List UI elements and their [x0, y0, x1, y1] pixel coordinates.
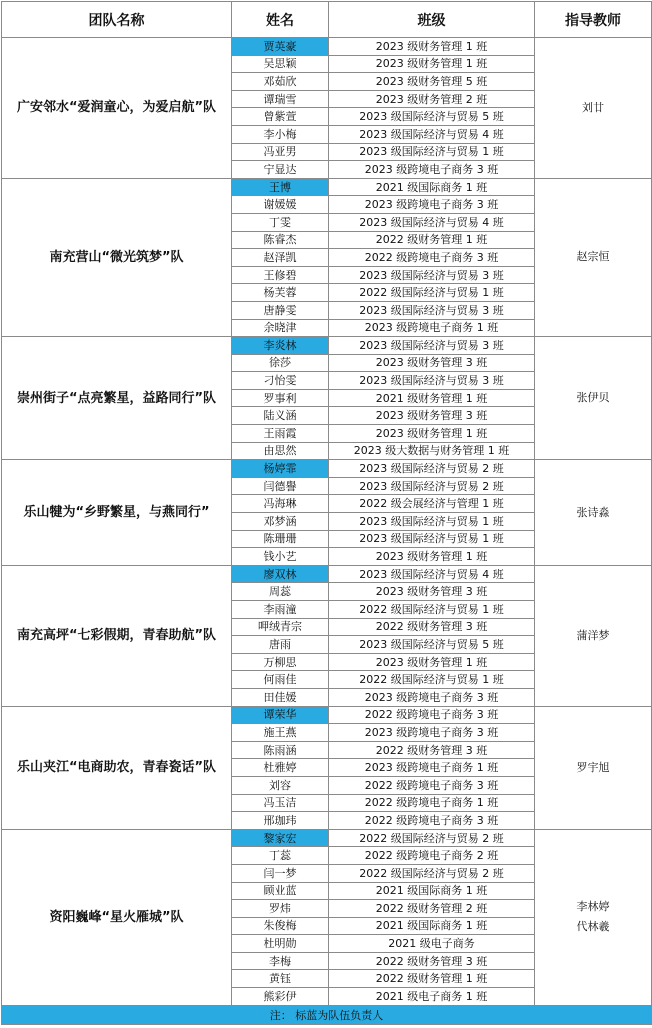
member-name: 田佳媛	[232, 688, 329, 706]
team-name: 南充营山“微光筑梦”队	[2, 178, 232, 336]
member-class: 2022 级跨境电子商务 3 班	[329, 249, 535, 267]
member-name: 谭瑞雪	[232, 90, 329, 108]
member-class: 2023 级国际经济与贸易 2 班	[329, 477, 535, 495]
advisor-cell	[535, 178, 652, 336]
member-name: 王雨霞	[232, 425, 329, 443]
advisor-name: 刘廿	[582, 100, 604, 114]
member-name: 万柳思	[232, 653, 329, 671]
team-leader-name: 贾英豪	[232, 38, 329, 56]
member-class: 2021 级电子商务 1 班	[329, 988, 535, 1006]
member-name: 闫一梦	[232, 864, 329, 882]
member-class: 2023 级大数据与财务管理 1 班	[329, 442, 535, 460]
member-class: 2023 级财务管理 3 班	[329, 583, 535, 601]
member-class: 2023 级财务管理 3 班	[329, 354, 535, 372]
team-name: 广安邻水“爱润童心，为爱启航”队	[2, 38, 232, 179]
member-name: 徐莎	[232, 354, 329, 372]
member-class: 2023 级财务管理 1 班	[329, 653, 535, 671]
member-class: 2023 级国际经济与贸易 4 班	[329, 213, 535, 231]
member-class: 2021 级财务管理 1 班	[329, 389, 535, 407]
member-name: 唐雨	[232, 636, 329, 654]
team-name: 乐山夹江“电商助农，青春瓷话”队	[2, 706, 232, 829]
member-class: 2022 级财务管理 1 班	[329, 970, 535, 988]
member-name: 冯海琳	[232, 495, 329, 513]
advisor-cell	[535, 337, 652, 460]
member-name: 熊彩伊	[232, 988, 329, 1006]
member-name: 李小梅	[232, 125, 329, 143]
member-name: 唐静雯	[232, 301, 329, 319]
member-class: 2023 级跨境电子商务 3 班	[329, 161, 535, 179]
member-class: 2022 级跨境电子商务 2 班	[329, 847, 535, 865]
member-name: 李雨潼	[232, 601, 329, 619]
member-class: 2023 级财务管理 1 班	[329, 55, 535, 73]
table-row	[2, 337, 652, 355]
member-name: 钱小艺	[232, 548, 329, 566]
member-class: 2022 级跨境电子商务 3 班	[329, 706, 535, 724]
note-row	[2, 1005, 652, 1024]
team-leader-name: 黎家宏	[232, 829, 329, 847]
member-name: 何雨佳	[232, 671, 329, 689]
member-class: 2022 级国际经济与贸易 2 班	[329, 829, 535, 847]
table-row	[2, 565, 652, 583]
member-name: 周蕊	[232, 583, 329, 601]
member-class: 2023 级国际经济与贸易 3 班	[329, 337, 535, 355]
member-class: 2021 级国际商务 1 班	[329, 882, 535, 900]
member-class: 2023 级国际经济与贸易 3 班	[329, 301, 535, 319]
member-name: 杨芙蓉	[232, 284, 329, 302]
member-class: 2023 级国际经济与贸易 5 班	[329, 636, 535, 654]
team-leader-name: 杨婷霏	[232, 460, 329, 478]
advisor-name: 蒲洋梦	[576, 628, 610, 642]
legend-note: 注： 标蓝为队伍负责人	[2, 1005, 652, 1024]
team-name: 资阳巍峰“星火雁城”队	[2, 829, 232, 1005]
member-name: 刁怡雯	[232, 372, 329, 390]
member-class: 2023 级国际经济与贸易 1 班	[329, 530, 535, 548]
table-row	[2, 829, 652, 847]
member-name: 余晓津	[232, 319, 329, 337]
team-leader-name: 廖双林	[232, 565, 329, 583]
member-class: 2023 级跨境电子商务 3 班	[329, 688, 535, 706]
team-name: 乐山犍为“乡野繁星，与燕同行”	[2, 460, 232, 566]
member-name: 冯玉洁	[232, 794, 329, 812]
member-class: 2023 级国际经济与贸易 1 班	[329, 513, 535, 531]
member-class: 2023 级国际经济与贸易 1 班	[329, 143, 535, 161]
member-class: 2022 级国际经济与贸易 1 班	[329, 601, 535, 619]
table-row	[2, 178, 652, 196]
member-class: 2021 级国际商务 1 班	[329, 917, 535, 935]
member-class: 2023 级国际经济与贸易 2 班	[329, 460, 535, 478]
member-class: 2022 级跨境电子商务 1 班	[329, 794, 535, 812]
member-class: 2022 级财务管理 3 班	[329, 952, 535, 970]
member-name: 罗事利	[232, 389, 329, 407]
member-class: 2023 级财务管理 1 班	[329, 548, 535, 566]
team-roster-table	[1, 1, 652, 1025]
member-class: 2022 级财务管理 1 班	[329, 231, 535, 249]
member-name: 吴思颖	[232, 55, 329, 73]
roster-body	[2, 38, 652, 1006]
advisor-name: 张伊贝	[576, 391, 610, 405]
header-class: 班级	[329, 2, 535, 38]
member-name: 冯亚男	[232, 143, 329, 161]
member-class: 2023 级跨境电子商务 1 班	[329, 759, 535, 777]
member-name: 由思然	[232, 442, 329, 460]
member-class: 2023 级国际经济与贸易 5 班	[329, 108, 535, 126]
advisor-cell	[535, 565, 652, 706]
member-name: 赵泽凯	[232, 249, 329, 267]
member-name: 顾业蓝	[232, 882, 329, 900]
member-class: 2022 级国际经济与贸易 1 班	[329, 284, 535, 302]
member-name: 施王燕	[232, 724, 329, 742]
member-class: 2021 级国际商务 1 班	[329, 178, 535, 196]
table-row	[2, 460, 652, 478]
advisor-name: 张诗淼	[576, 505, 610, 519]
member-name: 宁显达	[232, 161, 329, 179]
member-class: 2023 级财务管理 5 班	[329, 73, 535, 91]
member-name: 闫德譽	[232, 477, 329, 495]
member-class: 2023 级跨境电子商务 3 班	[329, 724, 535, 742]
member-name: 朱俊梅	[232, 917, 329, 935]
member-name: 杜明勋	[232, 935, 329, 953]
team-leader-name: 王博	[232, 178, 329, 196]
header-row	[2, 2, 652, 38]
member-name: 王修碧	[232, 266, 329, 284]
member-class: 2023 级财务管理 2 班	[329, 90, 535, 108]
advisor-cell	[535, 460, 652, 566]
advisor-name: 罗宇旭	[576, 760, 610, 774]
table-row	[2, 38, 652, 56]
member-class: 2023 级国际经济与贸易 4 班	[329, 565, 535, 583]
header-advisor: 指导教师	[535, 2, 652, 38]
member-name: 邓梦涵	[232, 513, 329, 531]
member-name: 邢珈玮	[232, 812, 329, 830]
advisor-name: 赵宗恒	[576, 250, 610, 264]
advisor-cell	[535, 706, 652, 829]
member-class: 2023 级跨境电子商务 3 班	[329, 196, 535, 214]
table-row	[2, 706, 652, 724]
member-name: 黄钰	[232, 970, 329, 988]
member-class: 2022 级财务管理 2 班	[329, 900, 535, 918]
member-name: 刘容	[232, 776, 329, 794]
member-class: 2023 级国际经济与贸易 3 班	[329, 372, 535, 390]
member-name: 陆义涵	[232, 407, 329, 425]
member-class: 2022 级财务管理 3 班	[329, 741, 535, 759]
member-class: 2022 级跨境电子商务 3 班	[329, 812, 535, 830]
member-class: 2022 级会展经济与管理 1 班	[329, 495, 535, 513]
member-name: 丁蕊	[232, 847, 329, 865]
member-name: 罗炜	[232, 900, 329, 918]
member-class: 2021 级电子商务	[329, 935, 535, 953]
team-name: 南充高坪“七彩假期，青春助航”队	[2, 565, 232, 706]
header-name: 姓名	[232, 2, 329, 38]
member-name: 陈雨涵	[232, 741, 329, 759]
member-class: 2023 级跨境电子商务 1 班	[329, 319, 535, 337]
member-class: 2023 级财务管理 1 班	[329, 38, 535, 56]
team-name: 崇州街子“点亮繁星，益路同行”队	[2, 337, 232, 460]
team-leader-name: 李炎林	[232, 337, 329, 355]
member-name: 杜雅婷	[232, 759, 329, 777]
header-team: 团队名称	[2, 2, 232, 38]
member-class: 2023 级国际经济与贸易 3 班	[329, 266, 535, 284]
member-class: 2022 级国际经济与贸易 2 班	[329, 864, 535, 882]
member-name: 曾紫萱	[232, 108, 329, 126]
member-name: 陈睿杰	[232, 231, 329, 249]
member-name: 呷绒青宗	[232, 618, 329, 636]
member-class: 2022 级国际经济与贸易 1 班	[329, 671, 535, 689]
member-name: 陈珊珊	[232, 530, 329, 548]
advisor-cell	[535, 38, 652, 179]
member-class: 2022 级财务管理 3 班	[329, 618, 535, 636]
member-class: 2023 级国际经济与贸易 4 班	[329, 125, 535, 143]
member-name: 丁雯	[232, 213, 329, 231]
member-class: 2023 级财务管理 3 班	[329, 407, 535, 425]
advisor-name: 代林羲	[576, 920, 610, 934]
member-name: 谢媛媛	[232, 196, 329, 214]
advisor-name: 李林婷	[576, 900, 610, 914]
member-name: 邓茹欣	[232, 73, 329, 91]
member-class: 2022 级跨境电子商务 3 班	[329, 776, 535, 794]
advisor-cell	[535, 829, 652, 1005]
member-name: 李梅	[232, 952, 329, 970]
team-leader-name: 谭荣华	[232, 706, 329, 724]
member-class: 2023 级财务管理 1 班	[329, 425, 535, 443]
